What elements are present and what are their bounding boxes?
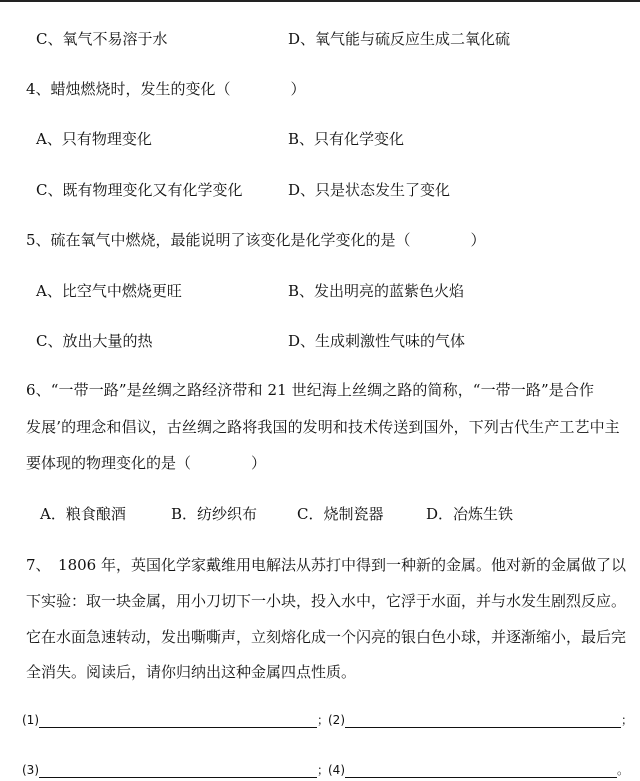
q4-stem: 4、蜡烛燃烧时，发生的变化（ ） — [26, 80, 306, 98]
q5-option-c: C、放出大量的热 — [36, 332, 153, 350]
answer-blank-1[interactable] — [22, 712, 329, 728]
answer-blank-2[interactable] — [328, 712, 633, 728]
answer-blank-3[interactable] — [22, 762, 329, 778]
q3-option-c: C、氧气不易溶于水 — [36, 30, 168, 48]
q6-line-2: 发展’的理念和倡议，古丝绸之路将我国的发明和技术传送到国外，下列古代生产工艺中主 — [26, 418, 620, 436]
blank-2-line[interactable] — [345, 715, 621, 728]
q3-option-d: D、氧气能与硫反应生成二氧化硫 — [288, 30, 511, 48]
blank-3-label: (3) — [22, 763, 39, 777]
blank-4-line[interactable] — [345, 765, 617, 778]
q7-line-2: 下实验：取一块金属，用小刀切下一小块，投入水中，它浮于水面，并与水发生剧烈反应。 — [26, 592, 627, 610]
blank-2-separator: ； — [621, 713, 634, 727]
blank-1-label: (1) — [22, 713, 39, 727]
page-top-rule — [0, 0, 640, 2]
q5-option-b: B、发出明亮的蓝紫色火焰 — [288, 282, 465, 300]
q6-line-3: 要体现的物理变化的是（ ） — [26, 454, 267, 472]
q7-line-1: 7、 1806 年，英国化学家戴维用电解法从苏打中得到一种新的金属。他对新的金属做了以 — [26, 556, 626, 574]
q4-option-c: C、既有物理变化又有化学变化 — [36, 181, 243, 199]
blank-2-label: (2) — [328, 713, 345, 727]
q5-stem: 5、硫在氧气中燃烧，最能说明了该变化是化学变化的是（ ） — [26, 231, 486, 249]
blank-4-label: (4) — [328, 763, 345, 777]
q5-option-a: A、比空气中燃烧更旺 — [36, 282, 182, 300]
q7-line-4: 全消失。阅读后，请你归纳出这种金属四点性质。 — [26, 663, 357, 681]
q4-option-a: A、只有物理变化 — [36, 130, 152, 148]
q5-option-d: D、生成刺激性气味的气体 — [288, 332, 466, 350]
q6-option-c: C．烧制瓷器 — [297, 505, 384, 523]
q7-line-3: 它在水面急速转动，发出嘶嘶声，立刻熔化成一个闪亮的银白色小球，并逐渐缩小，最后完 — [26, 628, 627, 646]
q6-line-1: 6、“一带一路”是丝绸之路经济带和 21 世纪海上丝绸之路的简称，“一带一路”是合作 — [26, 381, 595, 399]
q4-option-d: D、只是状态发生了变化 — [288, 181, 451, 199]
q6-option-b: B．纺纱织布 — [171, 505, 258, 523]
blank-3-separator: ； — [317, 763, 330, 777]
q6-option-a: A．粮食酿酒 — [40, 505, 126, 523]
q4-option-b: B、只有化学变化 — [288, 130, 405, 148]
blank-4-end: 。 — [617, 763, 630, 777]
q6-option-d: D．冶炼生铁 — [426, 505, 514, 523]
answer-blank-4[interactable] — [328, 762, 629, 778]
blank-1-separator: ； — [317, 713, 330, 727]
blank-3-line[interactable] — [39, 765, 317, 778]
blank-1-line[interactable] — [39, 715, 317, 728]
